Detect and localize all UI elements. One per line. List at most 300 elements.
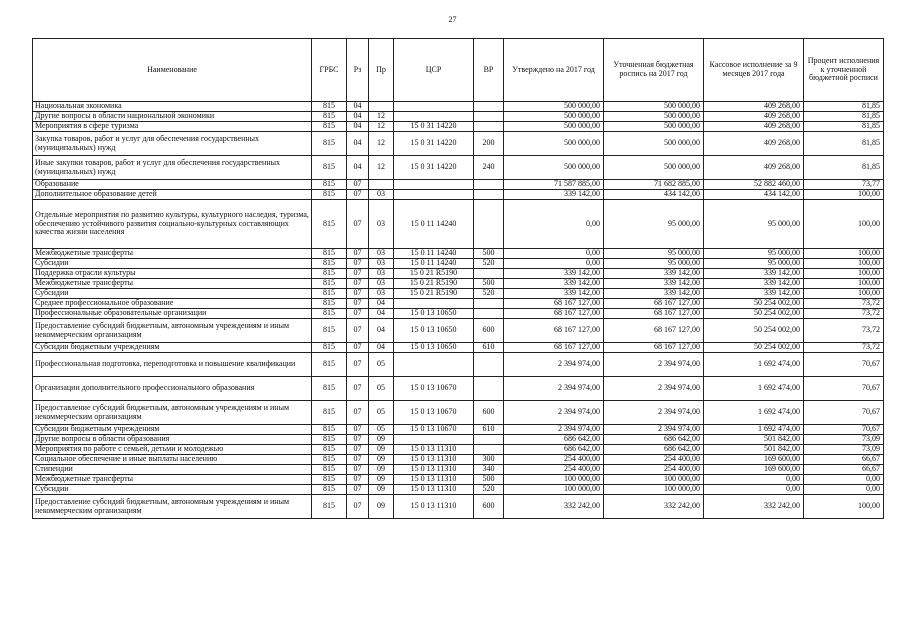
cell-csr [394, 190, 474, 200]
cell-grbs: 815 [312, 132, 347, 156]
cell-cash: 409 268,00 [704, 122, 804, 132]
cell-rz: 07 [347, 435, 369, 445]
cell-approved: 500 000,00 [504, 102, 604, 112]
cell-refined: 2 394 974,00 [604, 401, 704, 425]
cell-approved: 0,00 [504, 200, 604, 249]
cell-rz: 07 [347, 289, 369, 299]
cell-pr: 09 [369, 495, 394, 519]
cell-rz: 07 [347, 200, 369, 249]
cell-csr: 15 0 13 11310 [394, 455, 474, 465]
cell-cash: 434 142,00 [704, 190, 804, 200]
cell-percent: 81,85 [804, 132, 884, 156]
cell-vr: 500 [474, 279, 504, 289]
cell-percent: 100,00 [804, 200, 884, 249]
cell-percent: 100,00 [804, 190, 884, 200]
cell-approved: 686 642,00 [504, 435, 604, 445]
cell-csr: 15 0 11 14240 [394, 249, 474, 259]
cell-csr: 15 0 31 14220 [394, 132, 474, 156]
cell-pr: 12 [369, 132, 394, 156]
cell-percent: 100,00 [804, 289, 884, 299]
cell-vr [474, 299, 504, 309]
cell-pr: 03 [369, 259, 394, 269]
cell-grbs: 815 [312, 112, 347, 122]
table-row [33, 259, 884, 269]
cell-pr: 05 [369, 353, 394, 377]
cell-grbs: 815 [312, 249, 347, 259]
cell-csr [394, 102, 474, 112]
cell-refined: 686 642,00 [604, 445, 704, 455]
cell-refined: 2 394 974,00 [604, 425, 704, 435]
cell-approved: 2 394 974,00 [504, 353, 604, 377]
cell-rz: 04 [347, 122, 369, 132]
cell-vr [474, 309, 504, 319]
cell-rz: 07 [347, 495, 369, 519]
cell-csr [394, 180, 474, 190]
cell-name: Субсидии бюджетным учреждениям [33, 425, 312, 435]
table-row [33, 353, 884, 377]
table-row [33, 377, 884, 401]
cell-rz: 07 [347, 343, 369, 353]
cell-name: Другие вопросы в области образования [33, 435, 312, 445]
cell-refined: 68 167 127,00 [604, 319, 704, 343]
table-row [33, 190, 884, 200]
cell-vr: 500 [474, 249, 504, 259]
cell-approved: 254 400,00 [504, 455, 604, 465]
cell-grbs: 815 [312, 353, 347, 377]
cell-refined: 95 000,00 [604, 259, 704, 269]
cell-grbs: 815 [312, 269, 347, 279]
cell-cash: 95 000,00 [704, 200, 804, 249]
cell-approved: 500 000,00 [504, 156, 604, 180]
cell-name: Межбюджетные трансферты [33, 279, 312, 289]
cell-vr [474, 353, 504, 377]
table-row [33, 475, 884, 485]
cell-vr: 200 [474, 132, 504, 156]
cell-csr: 15 0 13 10670 [394, 401, 474, 425]
table-row [33, 435, 884, 445]
cell-grbs: 815 [312, 465, 347, 475]
cell-refined: 68 167 127,00 [604, 309, 704, 319]
cell-approved: 2 394 974,00 [504, 377, 604, 401]
header-approved: Утверждено на 2017 год [504, 39, 604, 102]
header-pr: Пр [369, 39, 394, 102]
cell-csr: 15 0 13 11310 [394, 475, 474, 485]
header-refined: Уточненная бюджетная роспись на 2017 год [604, 39, 704, 102]
cell-grbs: 815 [312, 377, 347, 401]
table-row [33, 455, 884, 465]
cell-name: Мероприятия в сфере туризма [33, 122, 312, 132]
cell-grbs: 815 [312, 319, 347, 343]
cell-cash: 169 600,00 [704, 455, 804, 465]
cell-rz: 07 [347, 299, 369, 309]
cell-percent: 0,00 [804, 475, 884, 485]
cell-rz: 07 [347, 445, 369, 455]
cell-cash: 95 000,00 [704, 249, 804, 259]
cell-rz: 04 [347, 112, 369, 122]
header-name: Наименование [33, 39, 312, 102]
cell-cash: 332 242,00 [704, 495, 804, 519]
cell-pr: 09 [369, 475, 394, 485]
cell-csr: 15 0 11 14240 [394, 200, 474, 249]
cell-vr [474, 112, 504, 122]
cell-csr: 15 0 21 R5190 [394, 269, 474, 279]
header-csr: ЦСР [394, 39, 474, 102]
cell-name: Другие вопросы в области национальной экономики [33, 112, 312, 122]
cell-cash: 0,00 [704, 485, 804, 495]
cell-name: Отдельные мероприятия по развитию культуры, культурного наследия, туризма, обеспечению устойчивого развития социально-культурных составляющих качества жизни населения [33, 200, 312, 249]
cell-name: Социальное обеспечение и иные выплаты населению [33, 455, 312, 465]
cell-refined: 254 400,00 [604, 455, 704, 465]
cell-percent: 70,67 [804, 425, 884, 435]
cell-csr: 15 0 31 14220 [394, 156, 474, 180]
cell-grbs: 815 [312, 435, 347, 445]
cell-percent: 73,09 [804, 435, 884, 445]
cell-refined: 434 142,00 [604, 190, 704, 200]
cell-grbs: 815 [312, 180, 347, 190]
cell-cash: 1 692 474,00 [704, 425, 804, 435]
cell-percent: 73,72 [804, 309, 884, 319]
table-row [33, 112, 884, 122]
table-row [33, 249, 884, 259]
cell-cash: 339 142,00 [704, 289, 804, 299]
cell-approved: 339 142,00 [504, 289, 604, 299]
cell-name: Межбюджетные трансферты [33, 249, 312, 259]
cell-approved: 254 400,00 [504, 465, 604, 475]
cell-vr: 500 [474, 475, 504, 485]
cell-vr: 610 [474, 425, 504, 435]
cell-percent: 81,85 [804, 102, 884, 112]
cell-rz: 07 [347, 377, 369, 401]
cell-percent: 0,00 [804, 485, 884, 495]
cell-pr: 12 [369, 112, 394, 122]
cell-percent: 81,85 [804, 156, 884, 180]
cell-percent: 100,00 [804, 249, 884, 259]
cell-name: Межбюджетные трансферты [33, 475, 312, 485]
cell-vr [474, 190, 504, 200]
cell-name: Субсидии бюджетным учреждениям [33, 343, 312, 353]
cell-pr [369, 180, 394, 190]
cell-rz: 07 [347, 319, 369, 343]
cell-cash: 501 842,00 [704, 435, 804, 445]
cell-refined: 68 167 127,00 [604, 343, 704, 353]
cell-grbs: 815 [312, 309, 347, 319]
cell-name: Субсидии [33, 485, 312, 495]
cell-cash: 409 268,00 [704, 102, 804, 112]
cell-csr [394, 435, 474, 445]
cell-approved: 500 000,00 [504, 132, 604, 156]
cell-refined: 95 000,00 [604, 200, 704, 249]
cell-csr: 15 0 21 R5190 [394, 279, 474, 289]
cell-refined: 339 142,00 [604, 279, 704, 289]
cell-vr [474, 435, 504, 445]
cell-pr: 09 [369, 465, 394, 475]
table-row [33, 132, 884, 156]
cell-grbs: 815 [312, 200, 347, 249]
cell-approved: 332 242,00 [504, 495, 604, 519]
cell-refined: 500 000,00 [604, 122, 704, 132]
cell-csr [394, 112, 474, 122]
cell-rz: 07 [347, 190, 369, 200]
cell-csr: 15 0 21 R5190 [394, 289, 474, 299]
cell-csr: 15 0 13 10650 [394, 319, 474, 343]
cell-approved: 68 167 127,00 [504, 343, 604, 353]
cell-refined: 254 400,00 [604, 465, 704, 475]
table-row [33, 180, 884, 190]
cell-refined: 68 167 127,00 [604, 299, 704, 309]
cell-name: Профессиональные образовательные организации [33, 309, 312, 319]
cell-approved: 339 142,00 [504, 279, 604, 289]
cell-percent: 73,72 [804, 299, 884, 309]
cell-cash: 50 254 002,00 [704, 299, 804, 309]
cell-percent: 73,72 [804, 343, 884, 353]
cell-name: Субсидии [33, 289, 312, 299]
cell-cash: 0,00 [704, 475, 804, 485]
cell-refined: 686 642,00 [604, 435, 704, 445]
cell-pr: 12 [369, 122, 394, 132]
cell-vr [474, 200, 504, 249]
table-row [33, 485, 884, 495]
cell-cash: 339 142,00 [704, 269, 804, 279]
cell-approved: 68 167 127,00 [504, 299, 604, 309]
cell-approved: 339 142,00 [504, 190, 604, 200]
cell-percent: 70,67 [804, 401, 884, 425]
cell-pr: 03 [369, 289, 394, 299]
cell-name: Закупка товаров, работ и услуг для обеспечения государственных (муниципальных) нужд [33, 132, 312, 156]
cell-csr: 15 0 13 11310 [394, 445, 474, 455]
cell-name: Образование [33, 180, 312, 190]
cell-name: Поддержка отрасли культуры [33, 269, 312, 279]
cell-rz: 07 [347, 180, 369, 190]
cell-csr: 15 0 13 10670 [394, 377, 474, 401]
table-row [33, 343, 884, 353]
cell-grbs: 815 [312, 299, 347, 309]
cell-pr: 09 [369, 445, 394, 455]
cell-approved: 2 394 974,00 [504, 401, 604, 425]
cell-csr: 15 0 11 14240 [394, 259, 474, 269]
table-row [33, 465, 884, 475]
cell-pr: 04 [369, 299, 394, 309]
cell-vr: 600 [474, 401, 504, 425]
cell-name: Среднее профессиональное образование [33, 299, 312, 309]
cell-refined: 2 394 974,00 [604, 377, 704, 401]
cell-rz: 04 [347, 132, 369, 156]
cell-vr: 520 [474, 485, 504, 495]
cell-approved: 68 167 127,00 [504, 309, 604, 319]
cell-grbs: 815 [312, 279, 347, 289]
cell-rz: 07 [347, 353, 369, 377]
cell-pr: 12 [369, 156, 394, 180]
cell-vr [474, 122, 504, 132]
cell-csr [394, 353, 474, 377]
header-percent: Процент исполнения к уточненной бюджетной росписи [804, 39, 884, 102]
cell-cash: 409 268,00 [704, 156, 804, 180]
cell-pr: 04 [369, 319, 394, 343]
cell-name: Дополнительное образование детей [33, 190, 312, 200]
cell-approved: 0,00 [504, 259, 604, 269]
cell-name: Предоставление субсидий бюджетным, автономным учреждениям и иным некоммерческим организациям [33, 495, 312, 519]
table-row [33, 289, 884, 299]
cell-grbs: 815 [312, 445, 347, 455]
cell-refined: 500 000,00 [604, 112, 704, 122]
cell-percent: 73,09 [804, 445, 884, 455]
cell-csr: 15 0 13 10650 [394, 343, 474, 353]
cell-cash: 50 254 002,00 [704, 343, 804, 353]
cell-vr: 610 [474, 343, 504, 353]
cell-pr: 03 [369, 249, 394, 259]
table-row [33, 122, 884, 132]
cell-cash: 1 692 474,00 [704, 377, 804, 401]
cell-vr: 300 [474, 455, 504, 465]
cell-pr: 03 [369, 200, 394, 249]
cell-pr: 03 [369, 279, 394, 289]
cell-percent: 70,67 [804, 377, 884, 401]
cell-cash: 501 842,00 [704, 445, 804, 455]
cell-pr: 09 [369, 435, 394, 445]
cell-percent: 73,72 [804, 319, 884, 343]
table-row [33, 401, 884, 425]
cell-csr: 15 0 13 10650 [394, 309, 474, 319]
cell-approved: 2 394 974,00 [504, 425, 604, 435]
cell-rz: 07 [347, 309, 369, 319]
cell-refined: 500 000,00 [604, 132, 704, 156]
cell-csr: 15 0 13 10670 [394, 425, 474, 435]
cell-name: Национальная экономика [33, 102, 312, 112]
cell-pr: 05 [369, 377, 394, 401]
cell-percent: 100,00 [804, 269, 884, 279]
table-row [33, 156, 884, 180]
cell-vr [474, 180, 504, 190]
cell-percent: 73,77 [804, 180, 884, 190]
cell-percent: 100,00 [804, 495, 884, 519]
page-number: 27 [448, 15, 457, 24]
header-rz: Рз [347, 39, 369, 102]
cell-rz: 07 [347, 425, 369, 435]
cell-approved: 71 587 885,00 [504, 180, 604, 190]
cell-name: Стипендии [33, 465, 312, 475]
cell-vr: 240 [474, 156, 504, 180]
cell-refined: 2 394 974,00 [604, 353, 704, 377]
cell-csr [394, 299, 474, 309]
cell-approved: 500 000,00 [504, 122, 604, 132]
table-row [33, 269, 884, 279]
cell-percent: 81,85 [804, 122, 884, 132]
cell-rz: 07 [347, 269, 369, 279]
cell-name: Предоставление субсидий бюджетным, автономным учреждениям и иным некоммерческим организациям [33, 319, 312, 343]
cell-name: Предоставление субсидий бюджетным, автономным учреждениям и иным некоммерческим организациям [33, 401, 312, 425]
cell-pr: 04 [369, 343, 394, 353]
cell-approved: 68 167 127,00 [504, 319, 604, 343]
header-cash: Кассовое исполнение за 9 месяцев 2017 года [704, 39, 804, 102]
table-row [33, 279, 884, 289]
table-row [33, 102, 884, 112]
cell-cash: 50 254 002,00 [704, 319, 804, 343]
table-row [33, 200, 884, 249]
cell-name: Мероприятия по работе с семьей, детьми и молодежью [33, 445, 312, 455]
cell-cash: 52 882 460,00 [704, 180, 804, 190]
cell-vr: 340 [474, 465, 504, 475]
cell-refined: 339 142,00 [604, 289, 704, 299]
cell-grbs: 815 [312, 401, 347, 425]
cell-refined: 500 000,00 [604, 102, 704, 112]
table-row [33, 319, 884, 343]
cell-refined: 71 682 885,00 [604, 180, 704, 190]
cell-refined: 95 000,00 [604, 249, 704, 259]
cell-pr: 03 [369, 190, 394, 200]
cell-percent: 100,00 [804, 259, 884, 269]
cell-pr: 03 [369, 269, 394, 279]
cell-approved: 100 000,00 [504, 485, 604, 495]
cell-grbs: 815 [312, 343, 347, 353]
cell-grbs: 815 [312, 425, 347, 435]
cell-csr: 15 0 13 11310 [394, 465, 474, 475]
table-row [33, 445, 884, 455]
table-row [33, 495, 884, 519]
cell-vr: 600 [474, 319, 504, 343]
table-body [33, 102, 884, 519]
cell-rz: 04 [347, 156, 369, 180]
cell-vr [474, 102, 504, 112]
cell-refined: 100 000,00 [604, 485, 704, 495]
cell-rz: 07 [347, 259, 369, 269]
cell-approved: 500 000,00 [504, 112, 604, 122]
cell-refined: 500 000,00 [604, 156, 704, 180]
cell-vr: 600 [474, 495, 504, 519]
cell-rz: 07 [347, 455, 369, 465]
cell-cash: 409 268,00 [704, 132, 804, 156]
cell-rz: 07 [347, 465, 369, 475]
cell-rz: 07 [347, 279, 369, 289]
cell-percent: 70,67 [804, 353, 884, 377]
cell-grbs: 815 [312, 289, 347, 299]
cell-percent: 100,00 [804, 279, 884, 289]
cell-approved: 0,00 [504, 249, 604, 259]
cell-pr [369, 102, 394, 112]
cell-name: Субсидии [33, 259, 312, 269]
cell-cash: 169 600,00 [704, 465, 804, 475]
cell-pr: 05 [369, 401, 394, 425]
cell-approved: 686 642,00 [504, 445, 604, 455]
cell-cash: 409 268,00 [704, 112, 804, 122]
cell-grbs: 815 [312, 122, 347, 132]
cell-refined: 332 242,00 [604, 495, 704, 519]
cell-csr: 15 0 31 14220 [394, 122, 474, 132]
cell-approved: 100 000,00 [504, 475, 604, 485]
cell-grbs: 815 [312, 485, 347, 495]
cell-name: Профессиональная подготовка, переподготовка и повышение квалификации [33, 353, 312, 377]
table-row [33, 299, 884, 309]
cell-cash: 1 692 474,00 [704, 353, 804, 377]
cell-vr [474, 377, 504, 401]
cell-grbs: 815 [312, 495, 347, 519]
cell-grbs: 815 [312, 102, 347, 112]
cell-vr: 520 [474, 259, 504, 269]
cell-cash: 339 142,00 [704, 279, 804, 289]
cell-csr: 15 0 13 11310 [394, 495, 474, 519]
cell-cash: 1 692 474,00 [704, 401, 804, 425]
cell-refined: 339 142,00 [604, 269, 704, 279]
cell-grbs: 815 [312, 190, 347, 200]
cell-pr: 05 [369, 425, 394, 435]
cell-rz: 07 [347, 475, 369, 485]
cell-rz: 07 [347, 401, 369, 425]
cell-csr: 15 0 13 11310 [394, 485, 474, 495]
cell-percent: 66,67 [804, 465, 884, 475]
cell-percent: 66,67 [804, 455, 884, 465]
cell-grbs: 815 [312, 455, 347, 465]
cell-grbs: 815 [312, 475, 347, 485]
cell-pr: 09 [369, 485, 394, 495]
cell-cash: 50 254 002,00 [704, 309, 804, 319]
